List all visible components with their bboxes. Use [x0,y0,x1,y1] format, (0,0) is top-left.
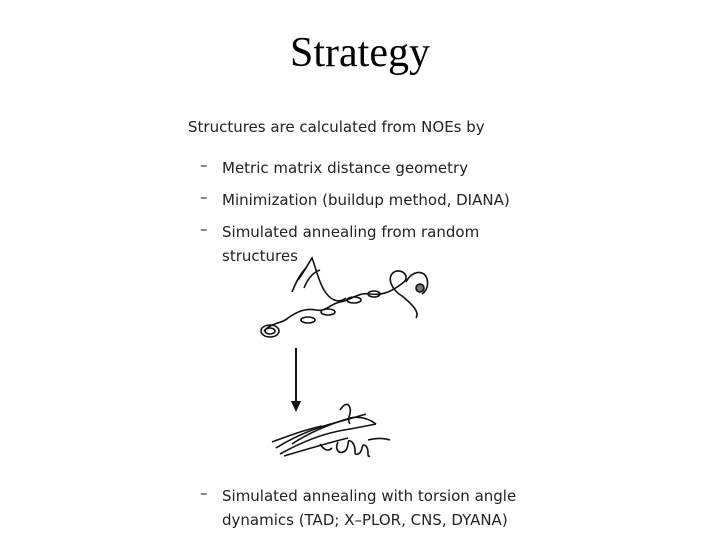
bullet-line: Simulated annealing from random [222,223,480,241]
intro-text: Structures are calculated from NOEs by [188,118,485,136]
bullet-dash: – [200,220,208,238]
scanned-figure-panel [180,112,540,532]
bullet-dash: – [200,156,208,174]
structure-diagram [180,112,540,532]
down-arrow [291,348,301,412]
bullet-line: structures [222,247,298,265]
bullet-dash: – [200,188,208,206]
random-structure-ribbon [261,258,428,337]
bullet-dash: – [200,484,208,502]
folded-structure-ribbon [272,404,390,456]
slide-title: Strategy [290,30,430,76]
bullet-line: Simulated annealing with torsion angle [222,487,517,505]
bullet-line: dynamics (TAD; X–PLOR, CNS, DYANA) [222,511,508,529]
bullet-line: Minimization (buildup method, DIANA) [222,191,510,209]
bullet-line: Metric matrix distance geometry [222,159,469,177]
